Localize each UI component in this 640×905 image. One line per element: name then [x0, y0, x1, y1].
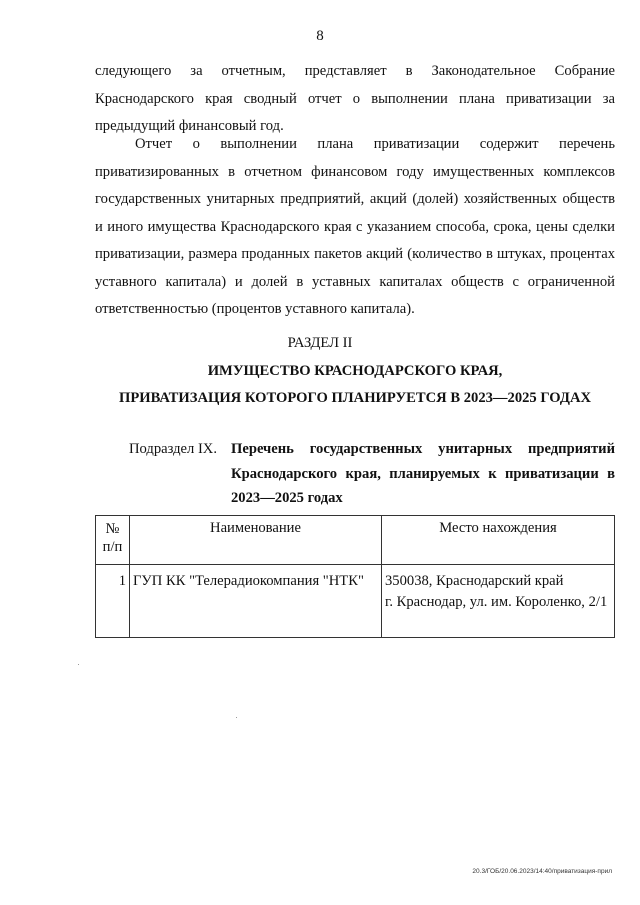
header-number-symbol: № [105, 521, 120, 537]
header-name: Наименование [130, 516, 382, 565]
table-row [96, 565, 615, 638]
document-footer-code: 20.3/ГОБ/20.06.2023/14:40/приватизация-прил [472, 868, 612, 875]
row-location-line-1: 350038, Краснодарский край [385, 573, 564, 589]
section-label: РАЗДЕЛ II [287, 335, 353, 351]
subsection-title: Перечень государственных унитарных предприятий Краснодарского края, планируемых к приватизации в 2023—2025 годах [231, 441, 615, 506]
scan-speck [78, 664, 79, 665]
page-number: 8 [316, 28, 324, 44]
paragraph-2: Отчет о выполнении плана приватизации содержит перечень приватизированных в отчетном финансовом году имущественных комплексов государственных унитарных предприятий, акций (долей) хозяйственных обществ и иного имущества Краснодарского края с указанием способа, срока, цены сделки приватизации, размера проданных пакетов акций (количество в штуках, процентах уставного капитала) и долей в уставных капиталах обществ с ограниченной ответственностью (процентов уставного капитала). [95, 136, 615, 317]
privatization-table [95, 515, 615, 638]
row-location [382, 565, 615, 638]
header-number [96, 516, 130, 565]
row-number: 1 [96, 565, 130, 638]
row-name: ГУП КК "Телерадиокомпания "НТК" [130, 565, 382, 638]
section-title-line-1: ИМУЩЕСТВО КРАСНОДАРСКОГО КРАЯ, [207, 363, 503, 379]
row-location-line-2: г. Краснодар, ул. им. Короленко, 2/1 [385, 594, 608, 610]
paragraph-1: следующего за отчетным, представляет в Законодательное Собрание Краснодарского края сводный отчет о выполнении плана приватизации за предыдущий финансовый год. [95, 63, 615, 134]
scan-speck [236, 717, 237, 718]
section-title [60, 358, 640, 412]
header-location: Место нахождения [382, 516, 615, 565]
header-number-abbr: п/п [102, 539, 123, 555]
table-header-row [96, 516, 615, 565]
section-title-line-2: ПРИВАТИЗАЦИЯ КОТОРОГО ПЛАНИРУЕТСЯ В 2023—2025 ГОДАХ [118, 390, 592, 406]
subsection-label: Подраздел IX. [129, 441, 217, 457]
